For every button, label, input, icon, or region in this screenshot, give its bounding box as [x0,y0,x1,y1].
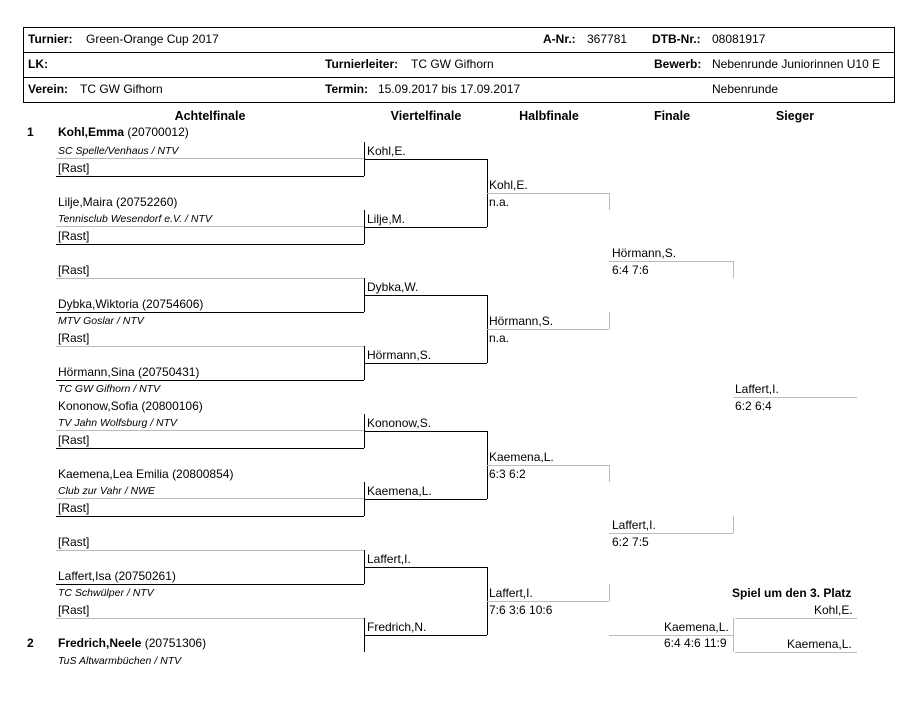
anr-label: A-Nr.: [543,32,576,46]
bracket-line [56,158,364,159]
player-entry: [Rast] [58,603,90,617]
lk-label: LK: [28,57,48,71]
bracket-line [609,312,610,329]
player-entry: [Rast] [58,263,90,277]
col-achtelfinale: Achtelfinale [174,109,246,123]
bracket-line [609,465,610,482]
bracket-line [56,380,364,381]
nebenrunde-label: Nebenrunde [712,82,779,96]
player-entry: [Rast] [58,501,90,515]
third-place-bottom: Kaemena,L. [787,637,852,651]
bewerb-label: Bewerb: [654,57,702,71]
final-score: 6:2 7:5 [612,535,649,549]
player-entry: [Rast] [58,331,90,345]
bracket-line [56,516,364,517]
bracket-line [56,448,364,449]
bracket-line [487,193,609,194]
player-club: SC Spelle/Venhaus / NTV [58,145,179,157]
header-divider [23,52,894,53]
bracket-line [733,618,734,652]
third-place-score: 6:4 4:6 11:9 [664,636,727,650]
bracket-line [56,498,364,499]
bracket-line [56,244,364,245]
sf-winner: Kohl,E. [489,178,528,192]
player-club: TV Jahn Wolfsburg / NTV [58,417,178,429]
col-viertelfinale: Viertelfinale [390,109,462,123]
bracket-line [364,295,487,296]
player-club: Club zur Vahr / NWE [58,485,156,497]
termin-value: 15.09.2017 bis 17.09.2017 [378,82,521,96]
bracket-line [56,312,364,313]
bracket-line [735,652,857,653]
turnierleiter-label: Turnierleiter: [325,57,399,71]
bewerb-value: Nebenrunde Juniorinnen U10 E [712,57,881,71]
final-score: 6:4 7:6 [612,263,649,277]
bracket-line [733,261,734,278]
final-winner: Hörmann,S. [612,246,677,260]
bracket-line [56,618,364,619]
bracket-line [609,584,610,601]
bracket-line [735,618,857,619]
qf-winner: Laffert,I. [367,552,411,566]
dtb-label: DTB-Nr.: [652,32,701,46]
bracket-line [733,516,734,533]
bracket-line [56,550,364,551]
anr-value: 367781 [587,32,628,46]
bracket-line [487,601,609,602]
player-club: TC GW Gifhorn / NTV [58,383,161,395]
player-entry: Kononow,Sofia (20800106) [58,399,203,413]
bracket-line [609,261,733,262]
player-entry: Hörmann,Sina (20750431) [58,365,200,379]
qf-winner: Kaemena,L. [367,484,432,498]
verein-label: Verein: [28,82,69,96]
player-entry: Kaemena,Lea Emilia (20800854) [58,467,234,481]
bracket-line [487,329,609,330]
champion-name: Laffert,I. [735,382,779,396]
bracket-line [364,363,487,364]
champion-score: 6:2 6:4 [735,399,772,413]
seed-number: 2 [27,636,34,650]
qf-winner: Lilje,M. [367,212,406,226]
final-winner: Laffert,I. [612,518,656,532]
player-entry: Lilje,Maira (20752260) [58,195,178,209]
bracket-line [56,430,364,431]
bracket-line [56,176,364,177]
bracket-line [364,431,487,432]
seed-number: 1 [27,125,34,139]
player-entry: Laffert,Isa (20750261) [58,569,176,583]
col-sieger: Sieger [775,109,815,123]
bracket-line [364,159,487,160]
sf-score: n.a. [489,195,510,209]
qf-winner: Dybka,W. [367,280,419,294]
bracket-line [364,499,487,500]
player-entry: [Rast] [58,535,90,549]
player-club: Tennisclub Wesendorf e.V. / NTV [58,213,212,225]
player-entry: Fredrich,Neele (20751306) [58,636,207,650]
player-entry: Dybka,Wiktoria (20754606) [58,297,204,311]
col-finale: Finale [653,109,691,123]
player-club: MTV Goslar / NTV [58,315,144,327]
qf-winner: Hörmann,S. [367,348,432,362]
bracket-line [609,635,733,636]
bracket-line [56,584,364,585]
bracket-line [733,397,857,398]
bracket-line [56,226,364,227]
player-entry: Kohl,Emma (20700012) [58,125,189,139]
bracket-line [487,465,609,466]
bracket-line [56,346,364,347]
third-place-top: Kohl,E. [814,603,853,617]
player-entry: [Rast] [58,229,90,243]
sf-winner: Laffert,I. [489,586,533,600]
player-club: TC Schwülper / NTV [58,587,154,599]
bracket-line [56,278,364,279]
player-club: TuS Altwarmbüchen / NTV [58,655,182,667]
bracket-line [609,533,733,534]
bracket-line [364,567,487,568]
turnier-label: Turnier: [28,32,73,46]
qf-winner: Kononow,S. [367,416,432,430]
sf-score: 7:6 3:6 10:6 [489,603,553,617]
sf-winner: Kaemena,L. [489,450,554,464]
third-place-winner: Kaemena,L. [664,620,729,634]
col-halbfinale: Halbfinale [519,109,579,123]
verein-value: TC GW Gifhorn [80,82,163,96]
header-divider [23,77,894,78]
bracket-line [609,193,610,210]
sf-winner: Hörmann,S. [489,314,554,328]
bracket-line [364,635,487,636]
player-entry: [Rast] [58,433,90,447]
termin-label: Termin: [325,82,369,96]
player-entry: [Rast] [58,161,90,175]
turnierleiter-value: TC GW Gifhorn [411,57,494,71]
third-place-title: Spiel um den 3. Platz [732,586,852,600]
bracket-line [364,227,487,228]
qf-winner: Kohl,E. [367,144,406,158]
sf-score: 6:3 6:2 [489,467,526,481]
turnier-value: Green-Orange Cup 2017 [86,32,219,46]
qf-winner: Fredrich,N. [367,620,427,634]
sf-score: n.a. [489,331,510,345]
dtb-value: 08081917 [712,32,766,46]
